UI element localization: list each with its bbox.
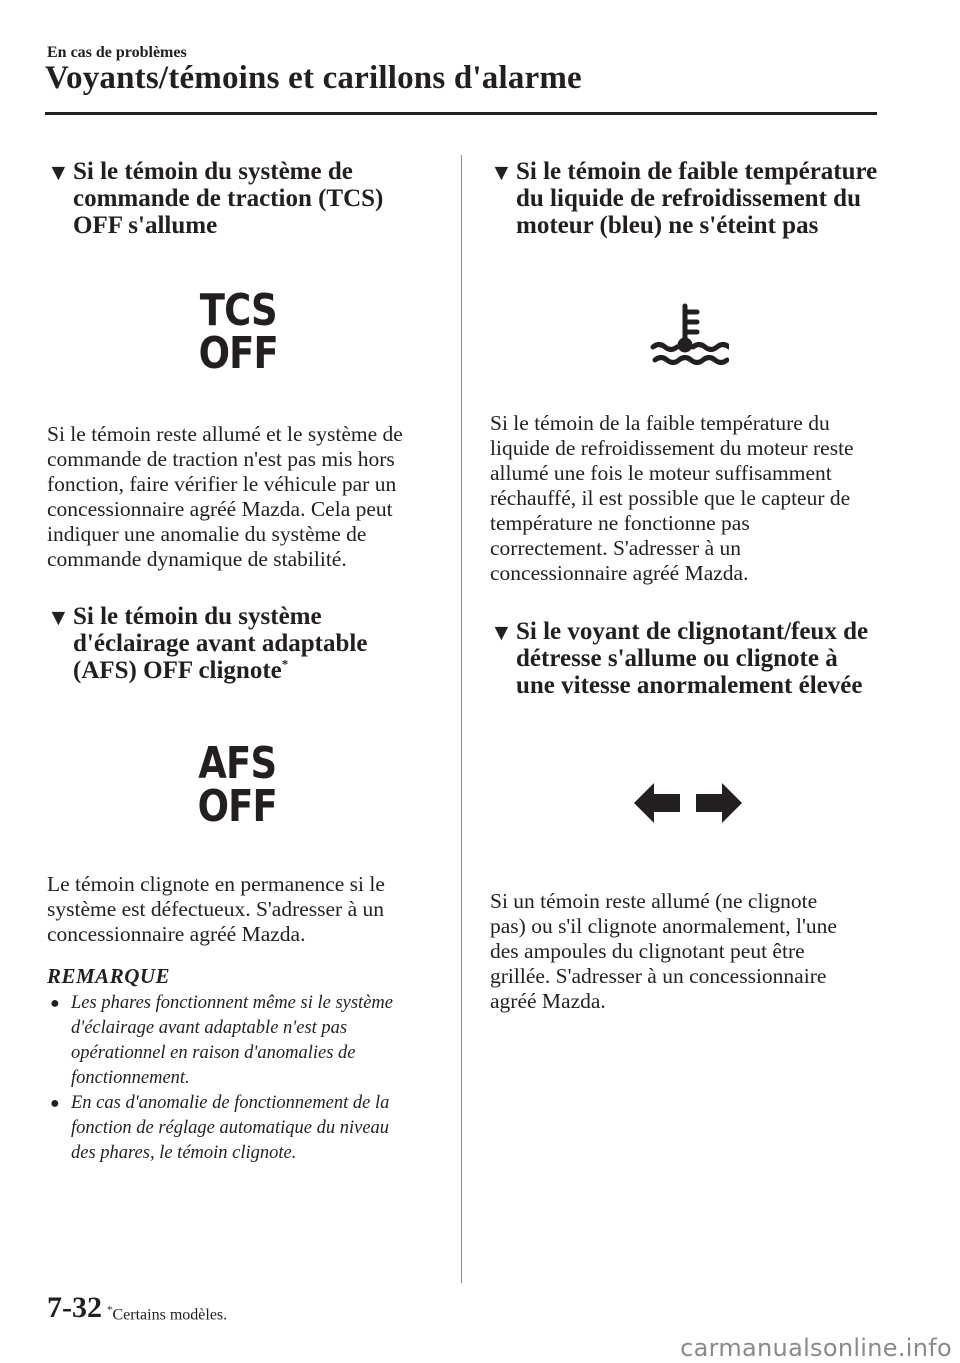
triangle-down-icon: ▼ bbox=[490, 160, 513, 185]
left-arrow-icon bbox=[634, 783, 680, 823]
note-line: des phares, le témoin clignote. bbox=[71, 1143, 297, 1163]
triangle-down-icon: ▼ bbox=[47, 160, 70, 185]
tcs-heading-line: Si le témoin du système de bbox=[73, 158, 353, 185]
afs-off-icon-line: OFF bbox=[197, 781, 277, 832]
bullet-dot-icon: ● bbox=[50, 995, 60, 1012]
note-item bbox=[47, 991, 447, 1091]
text-line: liquide de refroidissement du moteur reste bbox=[490, 436, 854, 460]
text-line: pas) ou s'il clignote anormalement, l'une bbox=[490, 914, 837, 938]
text-line: commande dynamique de stabilité. bbox=[47, 547, 347, 571]
triangle-down-icon: ▼ bbox=[490, 620, 513, 645]
text-line: Le témoin clignote en permanence si le bbox=[47, 872, 385, 896]
turn-heading-line: Si le voyant de clignotant/feux de bbox=[516, 618, 869, 645]
coolant-description bbox=[490, 411, 885, 586]
text-line: allumé une fois le moteur suffisamment bbox=[490, 461, 832, 485]
column-divider bbox=[461, 155, 462, 1283]
turn-signal-heading bbox=[490, 618, 885, 699]
text-line: réchauffé, il est possible que le capteur de bbox=[490, 486, 851, 510]
bullet-dot-icon: ● bbox=[50, 1095, 60, 1112]
coolant-heading-line: moteur (bleu) ne s'éteint pas bbox=[516, 212, 819, 239]
text-line: concessionnaire agréé Mazda. bbox=[490, 561, 749, 585]
afs-heading-line: Si le témoin du système bbox=[73, 603, 322, 630]
tcs-heading-line: commande de traction (TCS) bbox=[73, 185, 384, 212]
text-line: Si le témoin de la faible température du bbox=[490, 411, 830, 435]
coolant-heading bbox=[490, 158, 885, 239]
footnote-marker: * bbox=[107, 1304, 113, 1316]
tcs-off-icon bbox=[198, 285, 278, 379]
right-arrow-icon bbox=[696, 783, 742, 823]
title-rule bbox=[45, 112, 877, 115]
afs-off-icon-line: AFS bbox=[198, 738, 276, 789]
coolant-heading-line: Si le témoin de faible température bbox=[516, 158, 878, 185]
footnote-text: Certains modèles. bbox=[112, 1306, 228, 1324]
models-marker: * bbox=[281, 656, 289, 672]
text-line: commande de traction n'est pas mis hors bbox=[47, 447, 395, 471]
left-column bbox=[47, 158, 447, 1166]
text-line: concessionnaire agréé Mazda. Cela peut bbox=[47, 497, 393, 521]
note-list bbox=[47, 991, 447, 1166]
turn-heading-line: une vitesse anormalement élevée bbox=[516, 672, 863, 699]
afs-description bbox=[47, 872, 447, 947]
note-title: REMARQUE bbox=[47, 964, 171, 988]
right-column bbox=[490, 158, 885, 1014]
note-item bbox=[47, 1091, 447, 1166]
footnote bbox=[107, 1304, 227, 1324]
page-title: Voyants/témoins et carillons d'alarme bbox=[45, 60, 582, 96]
page-number: 7-32 bbox=[47, 1291, 102, 1324]
note-line: d'éclairage avant adaptable n'est pas bbox=[71, 1018, 348, 1038]
note-line: En cas d'anomalie de fonctionnement de la bbox=[71, 1093, 390, 1113]
turn-signal-description bbox=[490, 889, 885, 1014]
tcs-off-icon-block bbox=[29, 285, 447, 379]
text-line: correctement. S'adresser à un bbox=[490, 536, 742, 560]
tcs-off-icon-line: TCS bbox=[199, 285, 277, 336]
text-line: Si un témoin reste allumé (ne clignote bbox=[490, 889, 818, 913]
turn-heading-line: détresse s'allume ou clignote à bbox=[516, 645, 838, 672]
coolant-heading-line: du liquide de refroidissement du bbox=[516, 185, 861, 212]
note-line: Les phares fonctionnent même si le système bbox=[71, 993, 393, 1013]
coolant-temperature-icon bbox=[647, 300, 729, 372]
text-line: système est défectueux. S'adresser à un bbox=[47, 897, 385, 921]
text-line: des ampoules du clignotant peut être bbox=[490, 939, 805, 963]
text-line: Si le témoin reste allumé et le système de bbox=[47, 422, 403, 446]
afs-off-icon bbox=[197, 738, 277, 832]
watermark: carmanualsonline.info bbox=[680, 1334, 952, 1362]
text-line: fonction, faire vérifier le véhicule par un bbox=[47, 472, 397, 496]
note-line: opérationnel en raison d'anomalies de bbox=[71, 1043, 356, 1063]
text-line: grillée. S'adresser à un concessionnaire bbox=[490, 964, 827, 988]
text-line: température ne fonctionne pas bbox=[490, 511, 750, 535]
tcs-off-icon-line: OFF bbox=[198, 328, 278, 379]
tcs-heading-line: OFF s'allume bbox=[73, 212, 218, 239]
triangle-down-icon: ▼ bbox=[47, 605, 70, 630]
section-label: En cas de problèmes bbox=[47, 44, 187, 61]
afs-heading-line: d'éclairage avant adaptable bbox=[73, 630, 368, 657]
afs-heading-line: (AFS) OFF clignote bbox=[73, 657, 282, 684]
text-line: agréé Mazda. bbox=[490, 989, 606, 1013]
tcs-description bbox=[47, 422, 447, 572]
coolant-icon-block bbox=[490, 300, 885, 372]
tcs-heading bbox=[47, 158, 447, 239]
note-line: fonctionnement. bbox=[71, 1068, 190, 1088]
note-line: fonction de réglage automatique du niveau bbox=[71, 1118, 390, 1138]
text-line: concessionnaire agréé Mazda. bbox=[47, 922, 306, 946]
turn-signal-icon-block bbox=[490, 781, 885, 825]
afs-off-icon-block bbox=[27, 738, 447, 832]
text-line: indiquer une anomalie du système de bbox=[47, 522, 367, 546]
turn-signal-arrows-icon bbox=[632, 781, 744, 825]
afs-heading bbox=[47, 603, 447, 684]
